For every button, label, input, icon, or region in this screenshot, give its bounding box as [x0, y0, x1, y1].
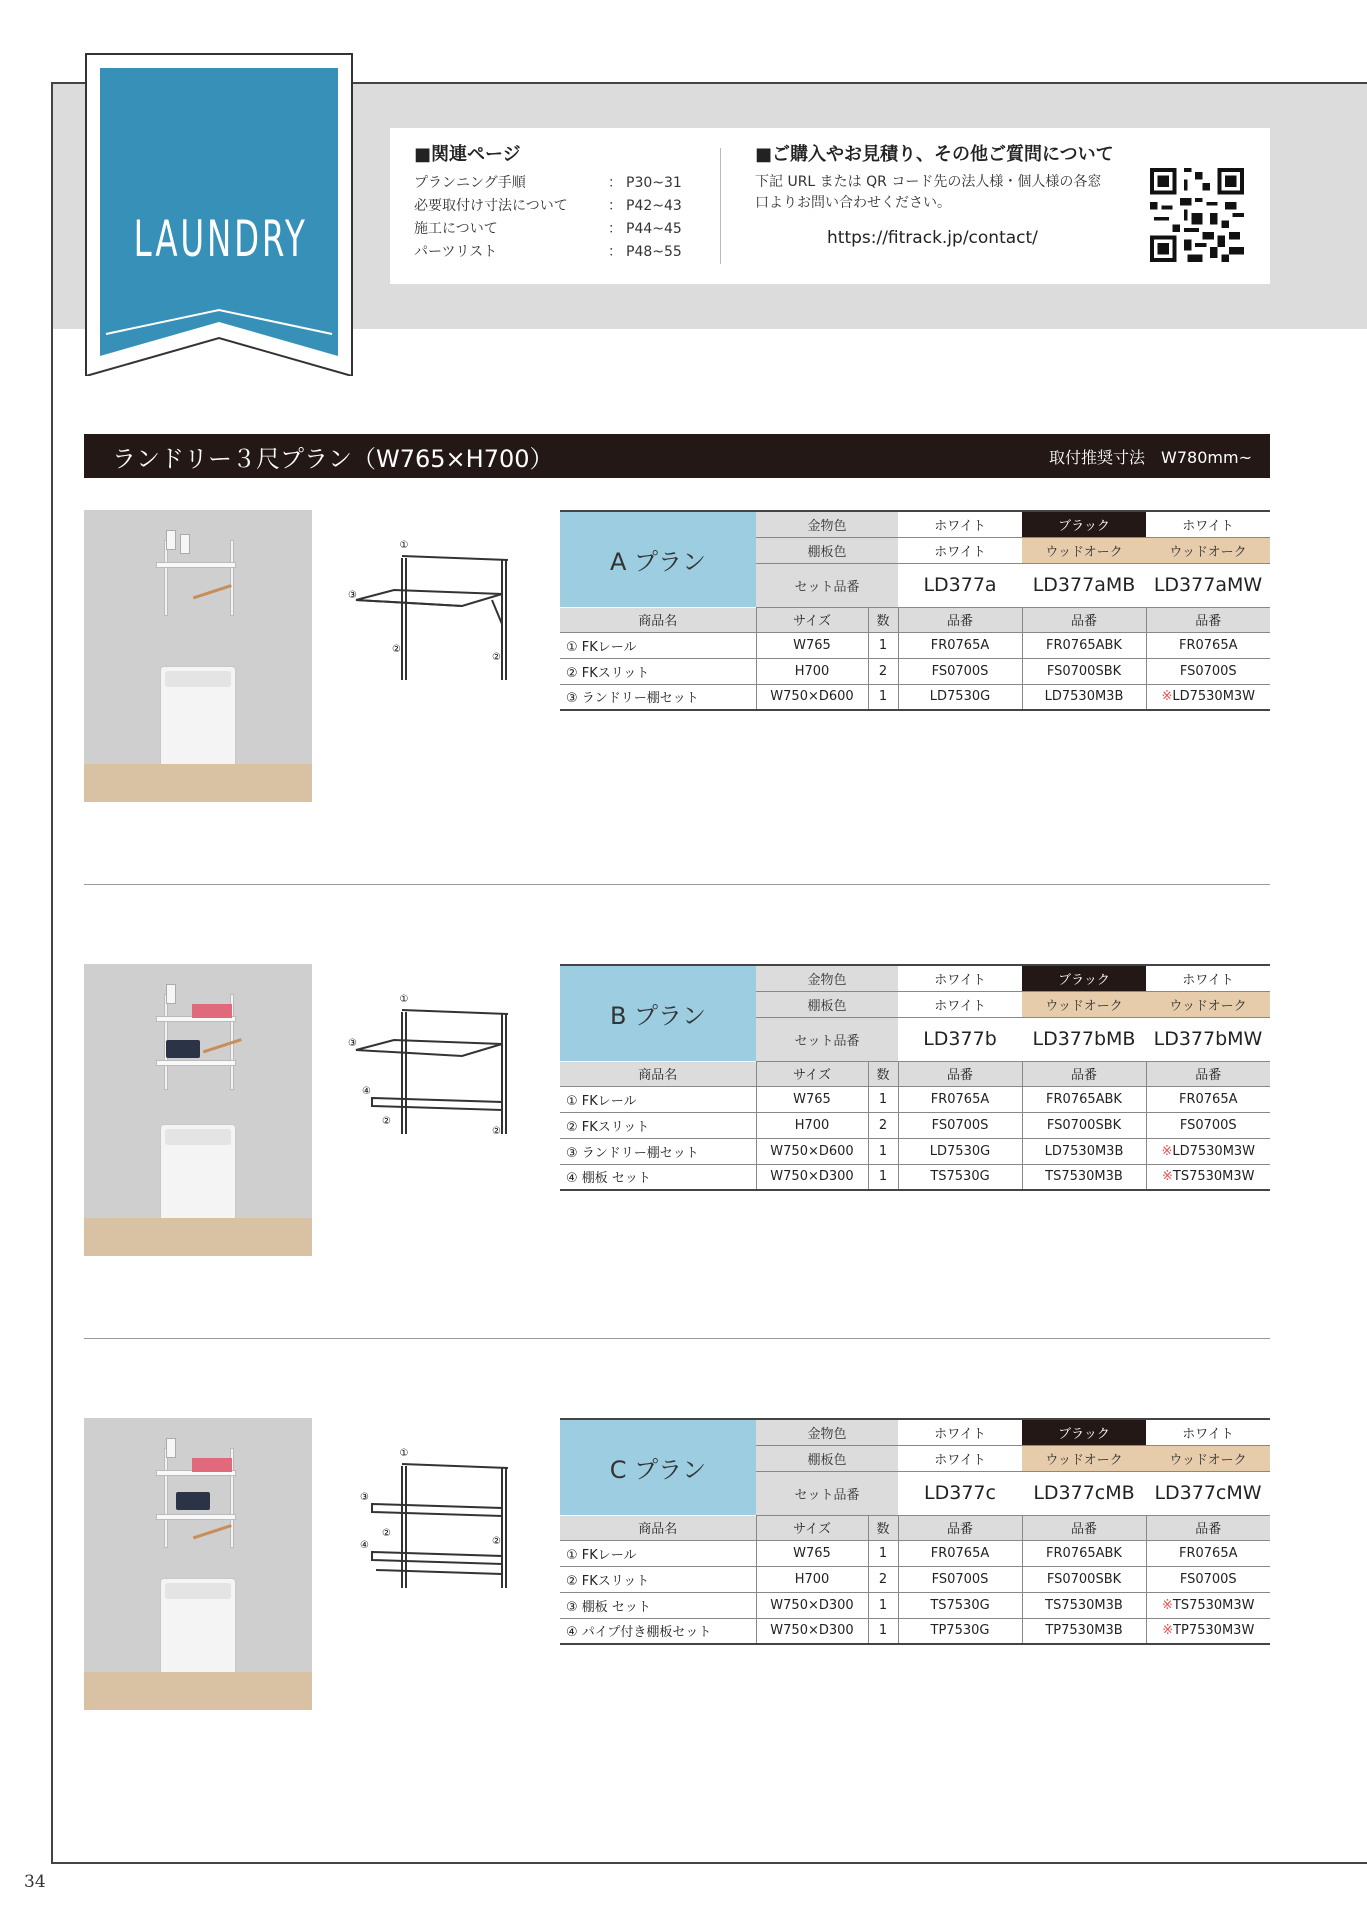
col-size: サイズ [756, 608, 868, 632]
diagram-label: ② [492, 1126, 501, 1137]
part-code [1146, 1164, 1270, 1190]
part-code: FS0700S [898, 1566, 1022, 1592]
table-row [560, 1618, 1270, 1644]
part-size: W750×D300 [756, 1164, 868, 1190]
shelf-color: ウッドオーク [1146, 991, 1270, 1017]
part-code-value: LD7530M3W [1172, 1143, 1256, 1159]
part-code: FR0765A [898, 632, 1022, 658]
plan-label: A プラン [560, 511, 756, 607]
col-size: サイズ [756, 1062, 868, 1086]
part-name: ④ パイプ付き棚板セット [560, 1618, 756, 1644]
part-size: W750×D600 [756, 1138, 868, 1164]
note-mark: ※ [1162, 1623, 1174, 1639]
part-qty: 1 [868, 1540, 898, 1566]
part-name: ① FKレール [560, 1086, 756, 1112]
plan-table [560, 1418, 1270, 1516]
related-label: プランニング手順 [414, 175, 526, 191]
set-number: LD377aMB [1022, 563, 1146, 607]
part-code: FS0700SBK [1022, 658, 1146, 684]
part-code: TS7530G [898, 1164, 1022, 1190]
shelf-color-label: 棚板色 [756, 1445, 898, 1471]
contact-url[interactable]: https://fitrack.jp/contact/ [827, 228, 1038, 248]
part-code: TP7530M3B [1022, 1618, 1146, 1644]
part-code: FR0765A [898, 1540, 1022, 1566]
part-size: W765 [756, 1086, 868, 1112]
col-code: 品番 [898, 608, 1022, 632]
shelf-color: ホワイト [898, 991, 1022, 1017]
note-mark: ※ [1161, 1597, 1173, 1613]
set-number: LD377c [898, 1471, 1022, 1515]
part-code: FS0700SBK [1022, 1112, 1146, 1138]
related-label: 施工について [414, 221, 498, 237]
part-name: ② FKスリット [560, 658, 756, 684]
part-code: TP7530G [898, 1618, 1022, 1644]
shelf-color: ウッドオーク [1022, 991, 1146, 1017]
table-row [560, 1566, 1270, 1592]
col-code: 品番 [1146, 1062, 1270, 1086]
diagram-label: ① [399, 1448, 409, 1459]
plan-label: B プラン [560, 965, 756, 1061]
col-code: 品番 [1022, 1062, 1146, 1086]
shelf-color: ウッドオーク [1022, 537, 1146, 563]
set-number-label: セット品番 [756, 1017, 898, 1061]
note-mark: ※ [1161, 1169, 1173, 1185]
shelf-color-label: 棚板色 [756, 537, 898, 563]
related-pages-value: P44~45 [626, 221, 682, 237]
part-qty: 1 [868, 1138, 898, 1164]
set-number-label: セット品番 [756, 1471, 898, 1515]
plan-table [560, 510, 1270, 608]
metal-color: ブラック [1022, 965, 1146, 991]
contact-heading: ■ご購入やお見積り、その他ご質問について [755, 144, 1114, 165]
related-row [414, 241, 706, 264]
table-row [560, 632, 1270, 658]
set-number-label: セット品番 [756, 563, 898, 607]
part-qty: 2 [868, 1566, 898, 1592]
part-name: ② FKスリット [560, 1566, 756, 1592]
set-number: LD377bMB [1022, 1017, 1146, 1061]
related-pages-value: P30~31 [626, 175, 682, 191]
plan-c [84, 1418, 1270, 1718]
plan-photo [84, 964, 312, 1256]
part-code: LD7530G [898, 684, 1022, 710]
col-size: サイズ [756, 1516, 868, 1540]
metal-color: ホワイト [898, 965, 1022, 991]
diagram-label: ④ [362, 1086, 371, 1097]
part-size: W765 [756, 632, 868, 658]
col-code: 品番 [1022, 1516, 1146, 1540]
part-code: FR0765A [898, 1086, 1022, 1112]
related-row [414, 195, 706, 218]
table-row [560, 1112, 1270, 1138]
table-row [560, 1138, 1270, 1164]
metal-color: ブラック [1022, 1419, 1146, 1445]
table-row [560, 1086, 1270, 1112]
related-pages [414, 140, 706, 264]
metal-color-label: 金物色 [756, 511, 898, 537]
part-name: ③ ランドリー棚セット [560, 684, 756, 710]
related-pages-value: P48~55 [626, 244, 682, 260]
part-code-value: TP7530M3W [1173, 1623, 1255, 1639]
related-label: 必要取付け寸法について [414, 198, 568, 214]
part-name: ③ 棚板 セット [560, 1592, 756, 1618]
diagram-label: ③ [348, 1038, 357, 1049]
note-mark: ※ [1161, 689, 1173, 705]
part-qty: 1 [868, 684, 898, 710]
part-size: H700 [756, 1566, 868, 1592]
shelf-color-label: 棚板色 [756, 991, 898, 1017]
table-row [560, 1592, 1270, 1618]
related-pages-value: P42~43 [626, 198, 682, 214]
parts-table [560, 608, 1270, 711]
info-divider [720, 148, 721, 264]
col-name: 商品名 [560, 1516, 756, 1540]
shelf-diagram [342, 540, 512, 700]
col-code: 品番 [1146, 1516, 1270, 1540]
diagram-label: ② [382, 1116, 391, 1127]
metal-color: ブラック [1022, 511, 1146, 537]
part-size: W750×D300 [756, 1592, 868, 1618]
part-name: ② FKスリット [560, 1112, 756, 1138]
part-code: FS0700S [898, 1112, 1022, 1138]
metal-color: ホワイト [898, 1419, 1022, 1445]
diagram-label: ① [399, 994, 409, 1005]
part-code-value: TS7530M3W [1172, 1169, 1255, 1185]
plan-table [560, 964, 1270, 1062]
plan-b [84, 964, 1270, 1264]
section-divider [84, 884, 1270, 885]
col-code: 品番 [898, 1062, 1022, 1086]
col-qty: 数 [868, 1062, 898, 1086]
col-code: 品番 [898, 1516, 1022, 1540]
shelf-color: ウッドオーク [1022, 1445, 1146, 1471]
diagram-label: ② [392, 644, 401, 655]
metal-color: ホワイト [1146, 511, 1270, 537]
part-qty: 2 [868, 658, 898, 684]
plan-photo [84, 1418, 312, 1710]
related-sep: ： [608, 244, 622, 260]
part-name: ① FKレール [560, 632, 756, 658]
part-code: TS7530M3B [1022, 1164, 1146, 1190]
section-title-bar [84, 434, 1270, 478]
col-qty: 数 [868, 1516, 898, 1540]
info-box [390, 128, 1270, 284]
part-name: ④ 棚板 セット [560, 1164, 756, 1190]
part-size: H700 [756, 1112, 868, 1138]
part-qty: 1 [868, 1164, 898, 1190]
part-code [1146, 1618, 1270, 1644]
section-title: ランドリー３尺プラン（W765×H700） [112, 444, 554, 473]
part-code: FR0765ABK [1022, 1540, 1146, 1566]
part-code: LD7530G [898, 1138, 1022, 1164]
related-sep: ： [608, 175, 622, 191]
part-size: W750×D300 [756, 1618, 868, 1644]
table-row [560, 658, 1270, 684]
part-qty: 1 [868, 1592, 898, 1618]
part-code: FS0700S [1146, 1112, 1270, 1138]
diagram-label: ① [399, 540, 409, 551]
part-name: ① FKレール [560, 1540, 756, 1566]
diagram-label: ④ [360, 1540, 369, 1551]
shelf-color: ホワイト [898, 537, 1022, 563]
note-mark: ※ [1161, 1143, 1173, 1159]
part-code: FS0700SBK [1022, 1566, 1146, 1592]
part-code: FR0765A [1146, 1540, 1270, 1566]
recommended-size: 取付推奨寸法 W780mm~ [1049, 447, 1252, 467]
part-code: FS0700S [898, 658, 1022, 684]
table-row [560, 1164, 1270, 1190]
part-code: TS7530M3B [1022, 1592, 1146, 1618]
shelf-diagram [342, 1448, 512, 1608]
related-label: パーツリスト [414, 244, 498, 260]
contact-description: 下記 URL または QR コード先の法人様・個人様の各窓口よりお問い合わせください。 [755, 174, 1102, 211]
shelf-diagram [342, 994, 512, 1154]
part-code [1146, 684, 1270, 710]
parts-table [560, 1062, 1270, 1191]
part-code: FR0765A [1146, 1086, 1270, 1112]
part-code-value: LD7530M3W [1172, 689, 1256, 705]
part-code: FS0700S [1146, 658, 1270, 684]
part-code-value: TS7530M3W [1172, 1597, 1255, 1613]
diagram-label: ③ [348, 590, 357, 601]
contact-info [755, 140, 1135, 248]
related-row [414, 172, 706, 195]
part-qty: 1 [868, 1618, 898, 1644]
part-name: ③ ランドリー棚セット [560, 1138, 756, 1164]
col-name: 商品名 [560, 1062, 756, 1086]
part-qty: 2 [868, 1112, 898, 1138]
part-qty: 1 [868, 632, 898, 658]
set-number: LD377aMW [1146, 563, 1270, 607]
part-size: W750×D600 [756, 684, 868, 710]
col-code: 品番 [1022, 608, 1146, 632]
diagram-label: ② [382, 1528, 391, 1539]
part-size: W765 [756, 1540, 868, 1566]
diagram-label: ③ [360, 1492, 369, 1503]
col-code: 品番 [1146, 608, 1270, 632]
parts-table [560, 1516, 1270, 1645]
table-row [560, 1540, 1270, 1566]
part-code: LD7530M3B [1022, 1138, 1146, 1164]
table-row [560, 684, 1270, 710]
part-code: LD7530M3B [1022, 684, 1146, 710]
part-code: TS7530G [898, 1592, 1022, 1618]
shelf-color: ウッドオーク [1146, 1445, 1270, 1471]
part-code: FR0765ABK [1022, 632, 1146, 658]
plan-label: C プラン [560, 1419, 756, 1515]
related-sep: ： [608, 221, 622, 237]
metal-color: ホワイト [898, 511, 1022, 537]
related-sep: ： [608, 198, 622, 214]
plan-a [84, 510, 1270, 810]
metal-color: ホワイト [1146, 965, 1270, 991]
part-code [1146, 1138, 1270, 1164]
set-number: LD377b [898, 1017, 1022, 1061]
part-code: FR0765A [1146, 632, 1270, 658]
shelf-color: ホワイト [898, 1445, 1022, 1471]
set-number: LD377cMW [1146, 1471, 1270, 1515]
col-qty: 数 [868, 608, 898, 632]
shelf-color: ウッドオーク [1146, 537, 1270, 563]
metal-color-label: 金物色 [756, 965, 898, 991]
section-divider [84, 1338, 1270, 1339]
part-code: FS0700S [1146, 1566, 1270, 1592]
part-code: FR0765ABK [1022, 1086, 1146, 1112]
related-row [414, 218, 706, 241]
diagram-label: ② [492, 1536, 501, 1547]
ribbon-label: LAUNDRY [133, 210, 308, 268]
part-code [1146, 1592, 1270, 1618]
qr-code-icon[interactable] [1150, 168, 1244, 262]
plan-photo [84, 510, 312, 802]
metal-color: ホワイト [1146, 1419, 1270, 1445]
set-number: LD377a [898, 563, 1022, 607]
related-heading: ■関連ページ [414, 144, 521, 165]
set-number: LD377bMW [1146, 1017, 1270, 1061]
set-number: LD377cMB [1022, 1471, 1146, 1515]
page-number: 34 [24, 1872, 46, 1892]
col-name: 商品名 [560, 608, 756, 632]
diagram-label: ② [492, 652, 501, 663]
part-qty: 1 [868, 1086, 898, 1112]
metal-color-label: 金物色 [756, 1419, 898, 1445]
part-size: H700 [756, 658, 868, 684]
